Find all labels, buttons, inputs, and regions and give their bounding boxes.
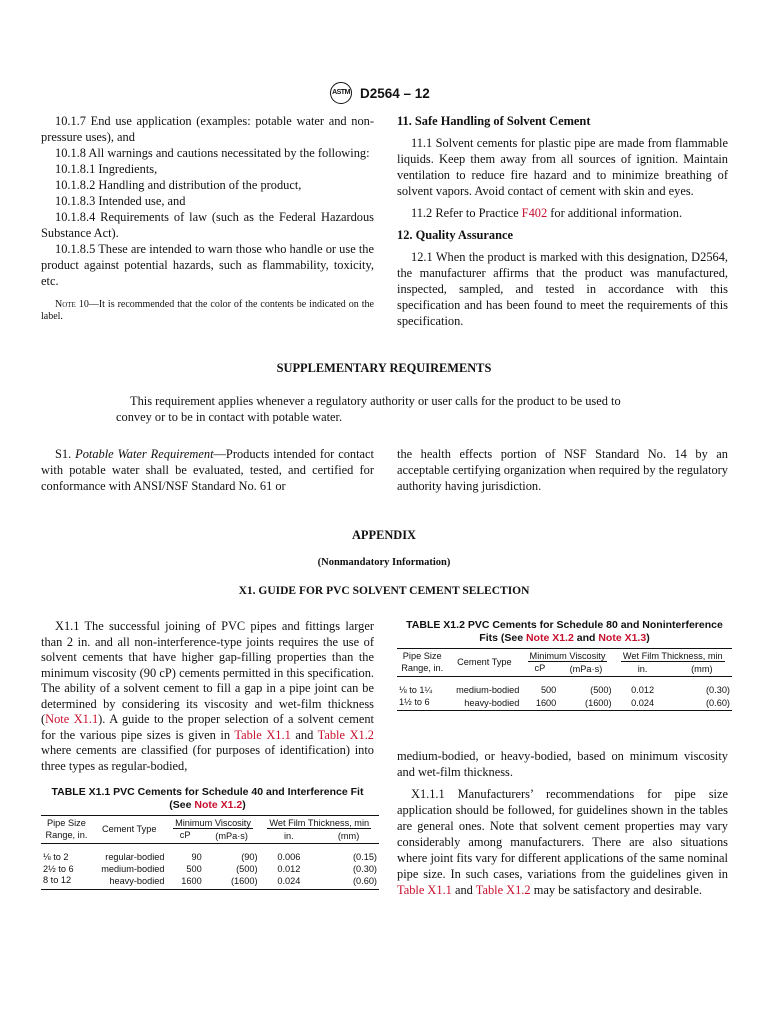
- cell-mpa: (1600): [204, 875, 260, 889]
- cell-mpa: (1600): [558, 697, 613, 711]
- th-in: in.: [637, 663, 648, 674]
- designation: D2564 – 12: [360, 85, 430, 101]
- note-10-text: —It is recommended that the color of the contents be indicated on the label.: [41, 299, 374, 322]
- note-10: [41, 299, 374, 323]
- table-row: [397, 685, 732, 697]
- para-x1-1-cont: medium-bodied, or heavy-bodied, based on minimum viscosity and wet-film thickness.: [397, 749, 728, 779]
- appendix-subtitle: (Nonmandatory Information): [317, 557, 451, 568]
- cell-size: ⅛ to 1¼: [399, 685, 433, 695]
- table-x1-1-title: [41, 786, 374, 812]
- table-x1-2-caption: [397, 619, 732, 645]
- th-visc: [521, 649, 613, 663]
- link-note-x1-2[interactable]: Note X1.2: [194, 799, 243, 811]
- cell-size: 8 to 12: [41, 875, 92, 889]
- table-row: [41, 875, 379, 889]
- appendix-title: APPENDIX: [351, 528, 417, 542]
- x1-1-1-text-a: X1.1.1 Manufacturers’ recommendations for pipe size application should be followed, for guidelines shown in the tables are general ones. Note that solvent cement properties may vary considerably among manufacturers. There are also situations where joint fits vary for different applications of the same nominal pipe size. In such cases, variations from the guidelines given in: [397, 787, 728, 881]
- th-mpa: (mPa·s): [569, 663, 603, 674]
- table-x1-1-title-b: (See: [169, 799, 195, 811]
- cell-size: 2½ to 6: [43, 863, 74, 874]
- cell-type: regular-bodied: [105, 852, 165, 862]
- x1-1-1-text-b: and: [451, 883, 476, 897]
- x1-1-text-d: where cements are classified (for purposes of identification) into three types as regular-bodied,: [41, 743, 374, 773]
- cell-cp: 90: [191, 852, 202, 862]
- th-size: [397, 649, 447, 677]
- para-10-1-8-4: 10.1.8.4 Requirements of law (such as the Federal Hazardous Substance Act).: [41, 210, 374, 240]
- cell-in: 0.024: [260, 875, 319, 889]
- x1-1-left: [41, 619, 374, 774]
- table-spacer: [397, 677, 732, 686]
- cell-mpa: (500): [590, 685, 612, 695]
- table-x1-2: [397, 648, 732, 711]
- th-type: Cement Type: [92, 816, 167, 844]
- th-mpa: (mPa·s): [215, 830, 248, 841]
- table-x1-1-title-c: ): [242, 799, 246, 811]
- supplementary-title: SUPPLEMENTARY REQUIREMENTS: [276, 361, 492, 375]
- cell-mm: (0.60): [318, 875, 379, 889]
- s1-text: —Products intended for contact with potable water shall be evaluated, tested, and certified for conformance with ANSI/NSF Standard No. 61 or: [41, 447, 374, 493]
- table-row: [41, 852, 379, 864]
- x1-heading: X1. GUIDE FOR PVC SOLVENT CEMENT SELECTION: [238, 585, 530, 597]
- note-10-label: Note 10: [55, 299, 89, 310]
- cell-size: 1½ to 6: [397, 697, 447, 711]
- x1-1-1-text-c: may be satisfactory and desirable.: [530, 883, 702, 897]
- para-s1: [41, 446, 374, 494]
- cell-cp: 1600: [167, 875, 204, 889]
- para-x1-1: [41, 619, 374, 774]
- table-x1-1-caption: [41, 786, 374, 812]
- cell-cp: 1600: [521, 697, 558, 711]
- link-table-x1-1[interactable]: Table X1.1: [397, 883, 452, 897]
- th-wet: [260, 816, 379, 830]
- para-10-1-8-3: 10.1.8.3 Intended use, and: [55, 194, 186, 208]
- cell-mpa: (500): [236, 863, 258, 874]
- para-11-2-text: 11.2 Refer to Practice: [411, 206, 522, 220]
- para-11-1: 11.1 Solvent cements for plastic pipe are made from flammable liquids. Keep them away from all sources of ignition. Maintain ventilation to reduce fire hazard and to minimize breathing of solvent vapors. Avoid contact of cement with skin and eyes.: [397, 136, 728, 198]
- para-10-1-7: 10.1.7 End use application (examples: potable water and non-pressure uses), and: [41, 114, 374, 144]
- para-11-2: [397, 205, 728, 221]
- link-note-x1-2[interactable]: Note X1.2: [525, 632, 574, 644]
- cell-in: 0.012: [631, 685, 655, 695]
- th-type: Cement Type: [447, 649, 521, 677]
- th-visc: [167, 816, 260, 830]
- cell-mpa: (90): [241, 852, 258, 862]
- cell-cp: 500: [540, 685, 557, 695]
- th-in: in.: [283, 830, 294, 841]
- table-row: [397, 697, 732, 711]
- x1-1-text-b: ). A guide to the proper selection of a solvent cement for the various pipe sizes is given in: [41, 712, 374, 742]
- left-column-top: [41, 113, 374, 323]
- cell-size: ⅛ to 2: [43, 852, 69, 862]
- para-s1-cont: the health effects portion of NSF Standard No. 14 by an acceptable certifying organization when required by the regulatory authority having jurisdiction.: [397, 447, 728, 493]
- th-cp: cP: [179, 829, 191, 840]
- th-wet: [614, 649, 732, 663]
- cell-type: heavy-bodied: [447, 697, 521, 711]
- table-x1-2-title-a: TABLE X1.2 PVC Cements for Schedule 80 and Noninterference: [406, 619, 723, 631]
- cell-in: 0.024: [614, 697, 672, 711]
- th-size-1: Pipe Size: [47, 818, 86, 828]
- link-table-x1-2[interactable]: Table X1.2: [317, 727, 375, 742]
- cell-cp: 500: [186, 863, 202, 874]
- cell-type: medium-bodied: [456, 685, 520, 695]
- cell-mm: (0.15): [352, 852, 377, 862]
- table-x1-2-title-c: ): [646, 632, 650, 644]
- supplementary-intro: This requirement applies whenever a regulatory authority or user calls for the product to be used to convey or to be in contact with potable water.: [116, 394, 621, 424]
- x1-1-text-c: and: [290, 727, 318, 742]
- table-x1-2-title-mid: and: [573, 632, 599, 644]
- cell-mm: (0.60): [672, 697, 732, 711]
- th-visc-text: Minimum Viscosity: [529, 651, 606, 661]
- s1-left: [41, 446, 374, 494]
- para-x1-1-1: [397, 786, 728, 898]
- para-11-2-text-end: for additional information.: [547, 206, 683, 220]
- astm-logo-icon: ASTM: [330, 82, 352, 104]
- link-note-x1-3[interactable]: Note X1.3: [598, 632, 647, 644]
- table-x1-1: [41, 815, 379, 890]
- para-10-1-8: 10.1.8 All warnings and cautions necessitated by the following:: [55, 146, 370, 160]
- cell-in: 0.012: [277, 863, 301, 874]
- cell-mm: (0.30): [352, 863, 377, 874]
- s1-title: Potable Water Requirement: [75, 447, 214, 461]
- th-cp: cP: [534, 662, 546, 673]
- s1-right: [397, 446, 728, 494]
- th-mm: (mm): [691, 663, 713, 674]
- th-size-2: Range, in.: [45, 829, 88, 840]
- table-row: [41, 864, 379, 876]
- cell-type: heavy-bodied: [92, 875, 167, 889]
- link-f402[interactable]: F402: [521, 206, 548, 220]
- table-x1-1-title-a: TABLE X1.1 PVC Cements for Schedule 40 and Interference Fit: [51, 786, 364, 798]
- para-10-1-8-2: 10.1.8.2 Handling and distribution of the product,: [55, 178, 302, 192]
- cell-in: 0.006: [277, 852, 301, 862]
- x1-1-right: [397, 748, 728, 898]
- th-visc-text: Minimum Viscosity: [175, 818, 251, 828]
- th-wet-text: Wet Film Thickness, min: [269, 818, 370, 828]
- para-10-1-8-1: 10.1.8.1 Ingredients,: [55, 162, 158, 176]
- table-x1-2-title: [397, 619, 732, 645]
- link-note-x1-1[interactable]: Note X1.1: [45, 712, 99, 726]
- th-mm: (mm): [337, 830, 360, 841]
- cell-mm: (0.30): [705, 685, 730, 695]
- table-x1-2-title-b: Fits (See: [479, 632, 526, 644]
- right-column-top: [397, 113, 728, 329]
- para-10-1-8-5: 10.1.8.5 These are intended to warn those who handle or use the product against potential hazards, such as flammability, toxicity, etc.: [41, 242, 374, 288]
- page-header: [330, 82, 470, 106]
- section-12-heading: 12. Quality Assurance: [397, 228, 513, 242]
- s1-label: S1.: [55, 447, 76, 461]
- link-table-x1-2[interactable]: Table X1.2: [475, 883, 531, 897]
- link-table-x1-1[interactable]: Table X1.1: [234, 727, 291, 742]
- para-12-1: 12.1 When the product is marked with this designation, D2564, the manufacturer affirms that the product was manufactured, inspected, sampled, and tested in accordance with this specification and has been found to meet the requirements of this specification.: [397, 250, 728, 328]
- table-spacer: [41, 844, 379, 853]
- cell-type: medium-bodied: [101, 863, 165, 874]
- section-11-heading: 11. Safe Handling of Solvent Cement: [397, 114, 591, 128]
- th-size-1: Pipe Size: [402, 651, 442, 661]
- th-size: [41, 816, 92, 844]
- x1-1-text-a: X1.1 The successful joining of PVC pipes and fittings larger than 2 in. and all non-interference-type joints requires the use of solvent cements that have higher gap-filling properties than the minimum viscosity (90 cP) cements permitted in this specification. The ability of a solvent cement to fill a gap in a pipe joint can be determined by considering its viscosity and wet-film thickness (: [41, 619, 374, 726]
- th-wet-text: Wet Film Thickness, min: [622, 651, 723, 661]
- th-size-2: Range, in.: [401, 662, 444, 673]
